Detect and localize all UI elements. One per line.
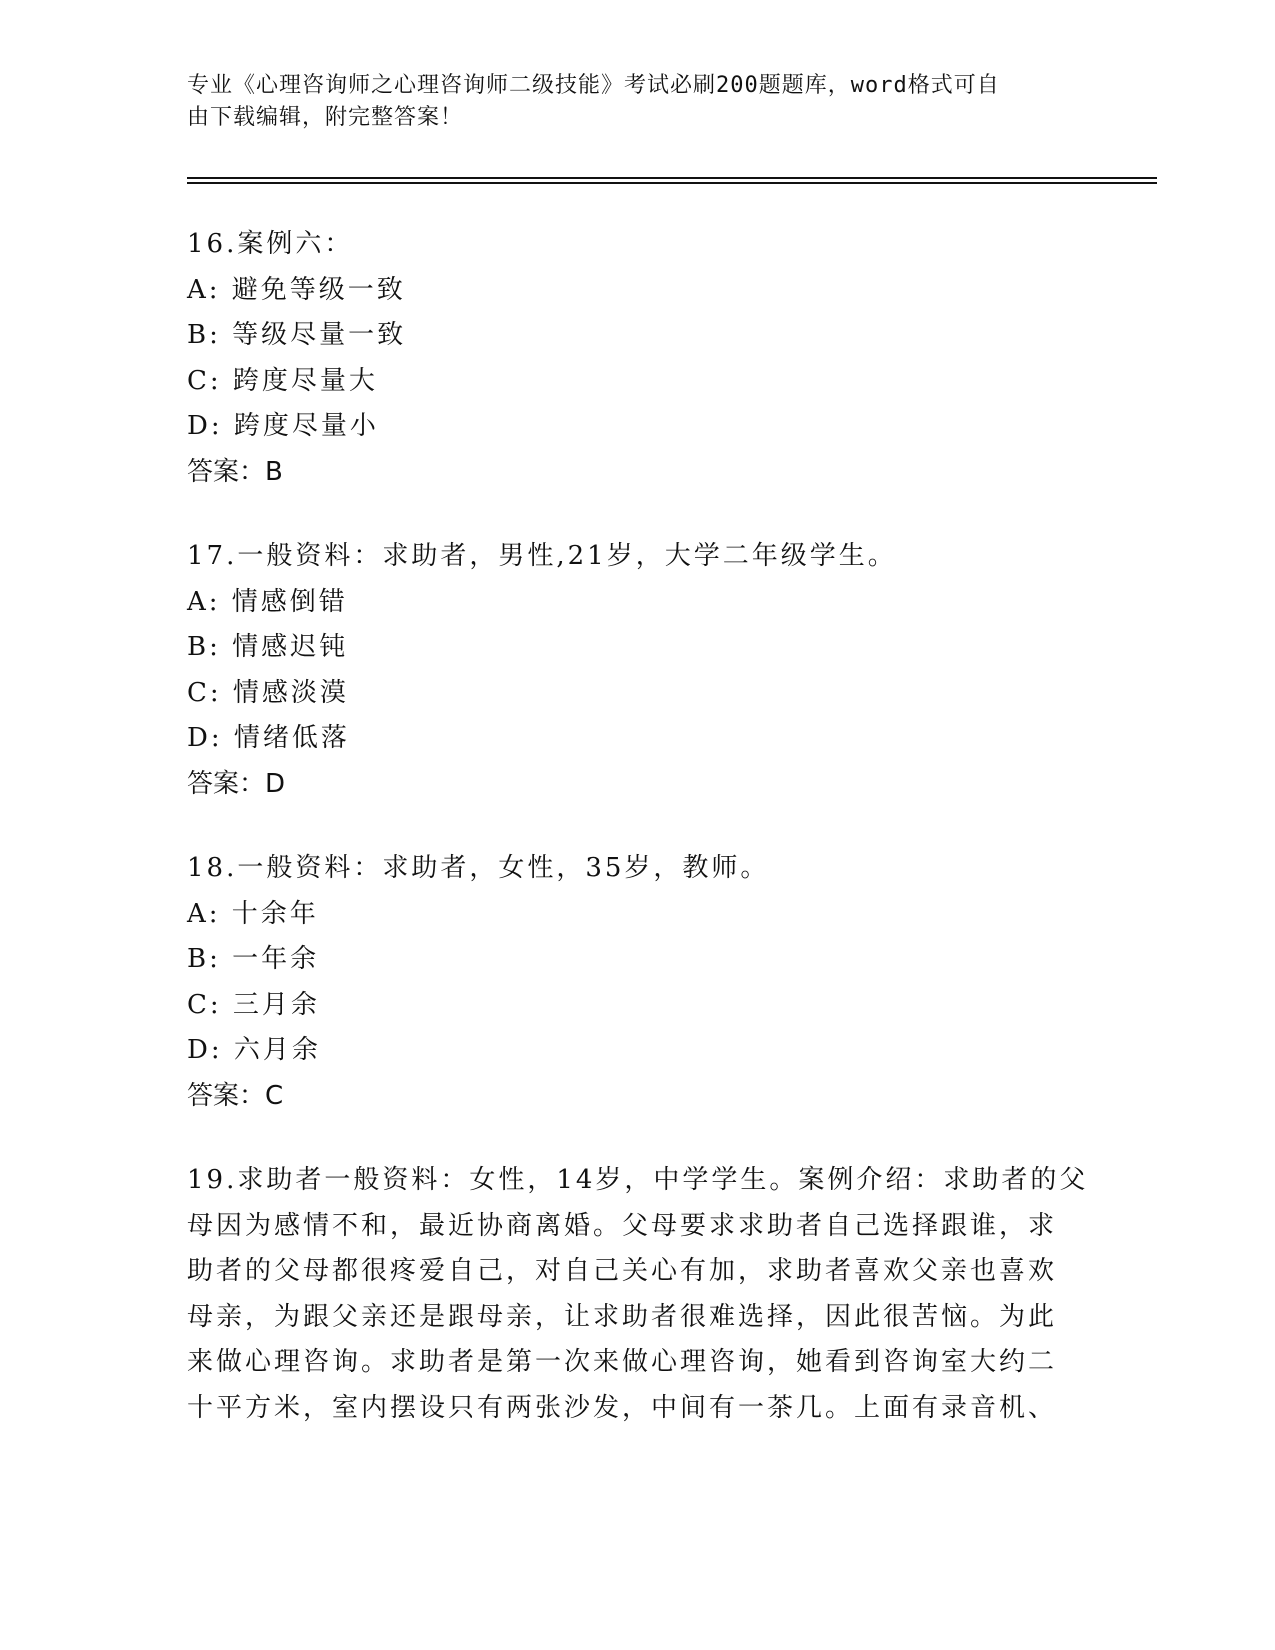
question-18 bbox=[187, 846, 1087, 1119]
option-c: C: 情感淡漠 bbox=[187, 677, 349, 708]
question-stem: 16.案例六： bbox=[187, 229, 354, 259]
option-a: A: 十余年 bbox=[187, 898, 319, 929]
header-divider-top bbox=[187, 177, 1157, 179]
answer: 答案：C bbox=[187, 1080, 284, 1111]
header-line-2: 由下载编辑，附完整答案！ bbox=[187, 105, 464, 130]
question-text-line: 19.求助者一般资料：女性，14岁，中学学生。案例介绍：求助者的父 bbox=[187, 1165, 1089, 1195]
option-b: B: 情感迟钝 bbox=[187, 632, 349, 662]
question-stem: 18.一般资料：求助者，女性，35岁，教师。 bbox=[187, 853, 770, 883]
answer: 答案：D bbox=[187, 768, 286, 799]
option-c: C: 三月余 bbox=[187, 989, 320, 1020]
question-text-line: 母因为感情不和，最近协商离婚。父母要求求助者自己选择跟谁，求 bbox=[187, 1210, 1058, 1241]
question-text-line: 来做心理咨询。求助者是第一次来做心理咨询，她看到咨询室大约二 bbox=[187, 1347, 1058, 1377]
option-d: D: 跨度尽量小 bbox=[187, 411, 379, 441]
document-header bbox=[187, 70, 1067, 134]
option-d: D: 情绪低落 bbox=[187, 723, 350, 753]
option-b: B: 等级尽量一致 bbox=[187, 320, 407, 350]
question-19 bbox=[187, 1158, 1087, 1431]
option-a: A: 情感倒错 bbox=[187, 586, 348, 617]
question-text-line: 助者的父母都很疼爱自己，对自己关心有加，求助者喜欢父亲也喜欢 bbox=[187, 1256, 1058, 1286]
question-16 bbox=[187, 222, 1087, 495]
answer: 答案：B bbox=[187, 456, 283, 487]
header-line-1: 专业《心理咨询师之心理咨询师二级技能》考试必刷200题题库，word格式可自 bbox=[187, 73, 1000, 98]
question-17 bbox=[187, 534, 1087, 807]
option-b: B: 一年余 bbox=[187, 944, 320, 974]
question-text-line: 十平方米，室内摆设只有两张沙发，中间有一茶几。上面有录音机、 bbox=[187, 1392, 1058, 1423]
question-text-line: 母亲，为跟父亲还是跟母亲，让求助者很难选择，因此很苦恼。为此 bbox=[187, 1301, 1058, 1332]
option-a: A: 避免等级一致 bbox=[187, 274, 406, 305]
option-c: C: 跨度尽量大 bbox=[187, 365, 378, 396]
question-stem: 17.一般资料：求助者，男性,21岁，大学二年级学生。 bbox=[187, 541, 897, 571]
header-divider-bottom bbox=[187, 182, 1157, 184]
option-d: D: 六月余 bbox=[187, 1035, 321, 1065]
